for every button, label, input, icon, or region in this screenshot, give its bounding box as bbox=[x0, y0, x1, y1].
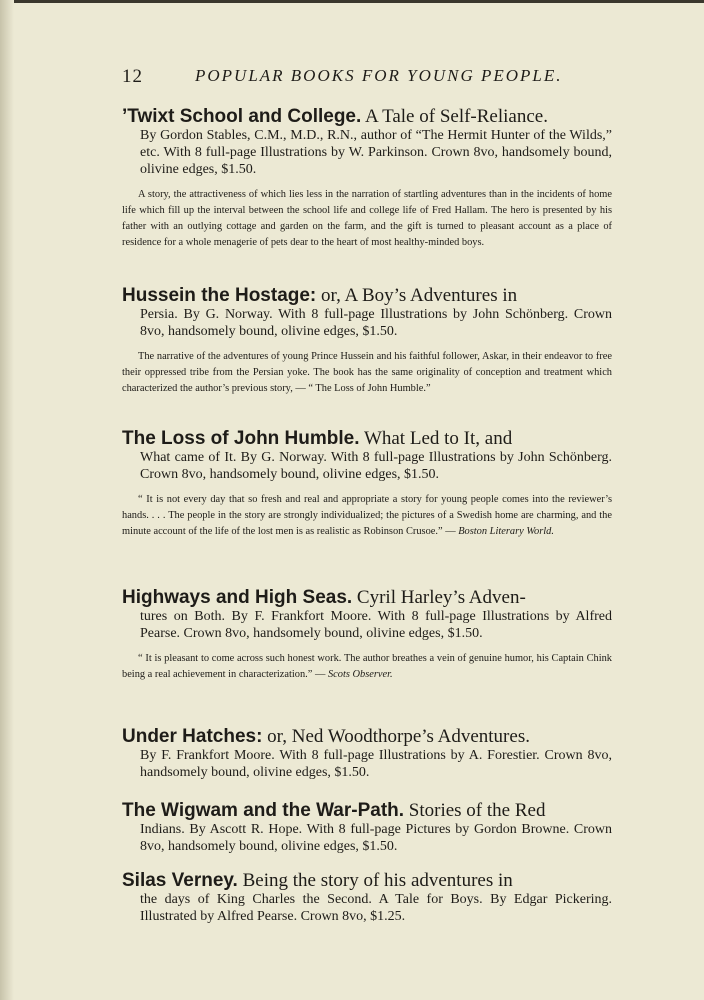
book-title: The Loss of John Humble. bbox=[122, 428, 360, 449]
book-entry bbox=[122, 285, 612, 397]
book-review bbox=[122, 651, 612, 683]
book-entry bbox=[122, 726, 612, 781]
book-entry bbox=[122, 587, 612, 683]
page-number: 12 bbox=[122, 66, 143, 87]
book-entry bbox=[122, 106, 612, 251]
book-details: Persia. By G. Norway. With 8 full-page Illustrations by John Schönberg. Crown 8vo, handsomely bound, olivine edges, $1.50. bbox=[140, 307, 612, 339]
book-subtitle: Being the story of his adventures in bbox=[242, 870, 513, 891]
book-review: A story, the attractiveness of which lies less in the narration of startling adventures than in the incidents of home life which fill up the interval between the school life and college life of Fred Hallam. The hero is presented by his father with an outlying cottage and garden on the farm, and the gift is turned to pleasant account as a place of residence for a whole menagerie of pets dear to the heart of most healthy-minded boys. bbox=[122, 189, 612, 248]
review-text: “ It is not every day that so fresh and real and appropriate a story for young people comes into the reviewer’s hands. . . . The people in the story are strongly individualized; the pictures of a Swedish home are charming, and the minute account of the life of the lost men is as realistic as Robinson Crusoe.” — bbox=[122, 494, 612, 537]
entry-headline bbox=[122, 106, 612, 127]
book-subtitle: A Tale of Self-Reliance. bbox=[364, 106, 548, 127]
book-subtitle: What Led to It, and bbox=[363, 428, 513, 449]
book-title: Under Hatches: bbox=[122, 726, 263, 747]
book-entry bbox=[122, 428, 612, 540]
book-subtitle: Cyril Harley’s Adven- bbox=[356, 587, 526, 608]
book-details: tures on Both. By F. Frankfort Moore. With 8 full-page Illustrations by Alfred Pearse. Crown 8vo, handsomely bound, olivine edges, $1.50. bbox=[140, 609, 612, 641]
entry-headline bbox=[122, 800, 612, 821]
book-subtitle: Stories of the Red bbox=[408, 800, 546, 821]
book-title: The Wigwam and the War-Path. bbox=[122, 800, 405, 821]
review-text: “ It is pleasant to come across such honest work. The author breathes a vein of genuine humor, his Captain Chink being a real achievement in characterization.” — bbox=[122, 653, 612, 680]
book-review bbox=[122, 492, 612, 540]
book-entry bbox=[122, 870, 612, 925]
book-title: Highways and High Seas. bbox=[122, 587, 353, 608]
entry-headline bbox=[122, 285, 612, 306]
entry-headline bbox=[122, 587, 612, 608]
entry-headline bbox=[122, 428, 612, 449]
review-attribution: Scots Observer. bbox=[327, 669, 393, 680]
book-details: Indians. By Ascott R. Hope. With 8 full-page Pictures by Gordon Browne. Crown 8vo, handsomely bound, olivine edges, $1.50. bbox=[140, 822, 612, 854]
entry-headline bbox=[122, 726, 612, 747]
book-title: Hussein the Hostage: bbox=[122, 285, 317, 306]
book-details: By F. Frankfort Moore. With 8 full-page Illustrations by A. Forestier. Crown 8vo, handsomely bound, olivine edges, $1.50. bbox=[140, 748, 612, 780]
book-details: By Gordon Stables, C.M., M.D., R.N., author of “The Hermit Hunter of the Wilds,” etc. With 8 full-page Illustrations by W. Parkinson. Crown 8vo, handsomely bound, olivine edges, $1.50. bbox=[140, 128, 612, 177]
book-subtitle: or, A Boy’s Adventures in bbox=[321, 285, 518, 306]
book-title: ’Twixt School and College. bbox=[122, 106, 362, 127]
review-attribution: Boston Literary World. bbox=[458, 526, 554, 537]
binding-shadow bbox=[0, 0, 14, 1000]
running-title: POPULAR BOOKS FOR YOUNG PEOPLE. bbox=[195, 66, 563, 85]
entry-headline bbox=[122, 870, 612, 891]
book-title: Silas Verney. bbox=[122, 870, 238, 891]
top-border bbox=[0, 0, 704, 3]
book-subtitle: or, Ned Woodthorpe’s Adventures. bbox=[267, 726, 530, 747]
book-entry bbox=[122, 800, 612, 855]
book-details: What came of It. By G. Norway. With 8 full-page Illustrations by John Schönberg. Crown 8vo, handsomely bound, olivine edges, $1.50. bbox=[140, 450, 612, 482]
book-review: The narrative of the adventures of young Prince Hussein and his faithful follower, Askar, in their endeavor to free their oppressed tribe from the Persian yoke. The book has the same originality of conception and treatment which characterized the author’s previous story, — “ The Loss of John Humble.” bbox=[122, 351, 612, 394]
book-details: the days of King Charles the Second. A Tale for Boys. By Edgar Pickering. Illustrated by Alfred Pearse. Crown 8vo, $1.25. bbox=[140, 892, 612, 924]
running-header bbox=[122, 66, 612, 90]
